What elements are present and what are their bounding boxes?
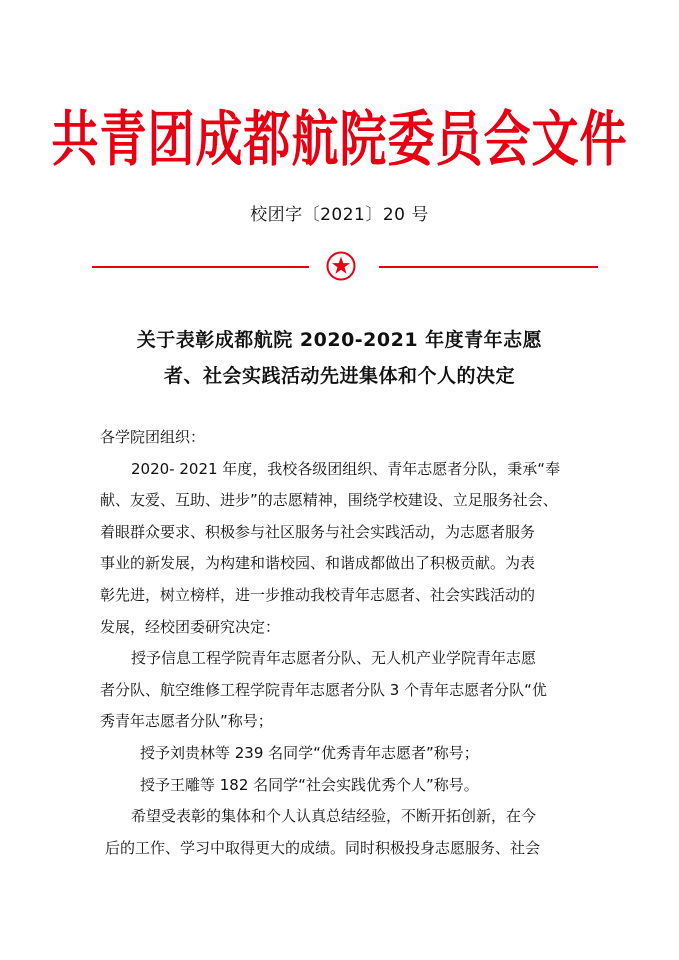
body-line: 授予信息工程学院青年志愿者分队、无人机产业学院青年志愿 (131, 649, 537, 668)
divider-line-right (379, 266, 598, 268)
decision-title-line-2: 者、社会实践活动先进集体和个人的决定 (163, 365, 515, 387)
body-line: 者分队、航空维修工程学院青年志愿者分队 3 个青年志愿者分队“优 (100, 680, 547, 699)
body-line: 事业的新发展，为构建和谐校园、和谐成都做出了积极贡献。为表 (100, 554, 536, 573)
document-number: 校团字〔2021〕20 号 (250, 205, 429, 225)
body-line: 希望受表彰的集体和个人认真总结经验，不断开拓创新，在今 (131, 807, 537, 826)
body-line: 授予王雕等 182 名同学“社会实践优秀个人”称号。 (140, 775, 479, 794)
body-line: 彰先进，树立榜样，进一步推动我校青年志愿者、社会实践活动的 (100, 585, 536, 604)
body-line: 秀青年志愿者分队”称号； (100, 712, 273, 731)
body-line: 着眼群众要求、积极参与社区服务与社会实践活动，为志愿者服务 (100, 522, 536, 541)
red-star-in-circle-icon (326, 251, 356, 281)
body-line: 后的工作、学习中取得更大的成绩。同时积极投身志愿服务、社会 (105, 838, 541, 857)
body-line: 2020- 2021 年度，我校各级团组织、青年志愿者分队，秉承“奉 (131, 459, 561, 478)
document-body (100, 422, 580, 864)
divider-line-left (92, 266, 309, 268)
body-line: 授予刘贵林等 239 名同学“优秀青年志愿者”称号； (140, 743, 479, 762)
document-header-title: 共青团成都航院委员会文件 (51, 104, 628, 176)
decision-title (0, 322, 679, 394)
header-divider (92, 251, 598, 281)
decision-title-line-1: 关于表彰成都航院 2020-2021 年度青年志愿 (136, 329, 543, 351)
body-line: 发展，经校团委研究决定： (100, 617, 281, 636)
body-line: 献、友爱、互助、进步”的志愿精神，围绕学校建设、立足服务社会、 (100, 491, 558, 510)
salutation: 各学院团组织： (100, 428, 206, 446)
